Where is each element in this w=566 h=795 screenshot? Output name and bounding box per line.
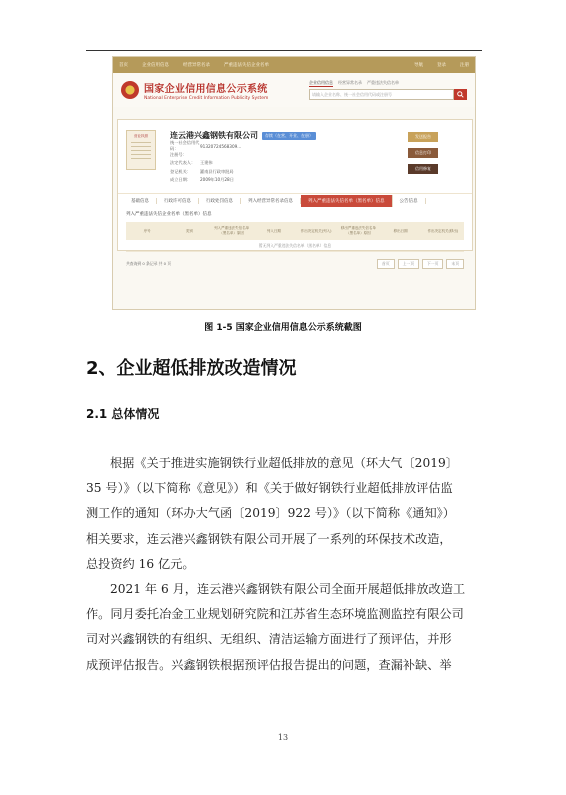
tab-announcements[interactable]: 公告信息 xyxy=(393,198,426,204)
table-header xyxy=(126,222,464,240)
paragraph-line: 35 号）》（以下简称《意见》）和《关于做好钢铁行业超低排放评估监 xyxy=(86,481,453,496)
company-card xyxy=(117,119,473,266)
subsection-heading: 2.1 总体情况 xyxy=(86,407,160,421)
embedded-screenshot xyxy=(112,56,476,310)
info-row: 注册号： xyxy=(170,151,187,157)
brand-subtitle: National Enterprise Credit Information Publicity System xyxy=(144,95,269,101)
column-header: 序号 xyxy=(143,228,151,233)
national-emblem-icon xyxy=(121,81,139,99)
company-name: 连云港兴鑫钢铁有限公司 xyxy=(170,131,258,140)
credit-repair-button[interactable]: 信用修复 xyxy=(408,164,438,174)
nav-item-login[interactable]: 登录 xyxy=(437,63,446,68)
pagination xyxy=(118,254,472,274)
section-title: 列入严重违法失信企业名单（黑名单）信息 xyxy=(126,212,212,217)
search-tab-credit[interactable]: 企业信用信息 xyxy=(309,80,333,85)
company-info xyxy=(170,142,241,185)
status-badge: 存续（在营、开业、在册） xyxy=(262,132,316,140)
tab-abnormal-list[interactable]: 列入经营异常名录信息 xyxy=(241,198,301,204)
empty-state: 暂无列入严重违法失信名单（黑名单）信息 xyxy=(126,240,464,252)
figure-caption: 图 1-5 国家企业信用信息公示系统截图 xyxy=(204,323,362,333)
search-tab-abnormal[interactable]: 经营异常名录 xyxy=(338,80,362,85)
nav-item-credit[interactable]: 企业信用信息 xyxy=(142,63,169,68)
pager-last-button[interactable]: 末页 xyxy=(446,259,464,269)
tab-basic-info[interactable]: 基础信息 xyxy=(124,198,157,204)
paragraph-2 xyxy=(86,577,482,678)
site-navbar xyxy=(113,57,475,73)
pager-prev-button[interactable]: 上一页 xyxy=(398,259,419,269)
section-heading: 2、企业超低排放改造情况 xyxy=(86,358,297,379)
column-header: 类别 xyxy=(185,228,193,233)
info-row: 成立日期： 2009年10月28日 xyxy=(170,177,234,183)
search-icon xyxy=(457,91,464,98)
column-header: 移出严重违法失信名单（黑名单）原因 xyxy=(340,226,376,235)
nav-item-abnormal[interactable]: 经营异常名录 xyxy=(183,63,210,68)
column-header: 列入日期 xyxy=(266,228,281,233)
send-report-button[interactable]: 发送报告 xyxy=(408,132,438,142)
tab-penalties[interactable]: 行政处罚信息 xyxy=(199,198,241,204)
blacklist-table xyxy=(126,222,464,252)
search-box xyxy=(309,80,467,100)
column-header: 作出决定机关(移出) xyxy=(427,228,459,233)
column-header: 作出决定机关(列入) xyxy=(300,228,332,233)
business-license-thumbnail[interactable] xyxy=(126,130,156,170)
column-header: 移出日期 xyxy=(393,228,408,233)
nav-item-guide[interactable]: 导航 xyxy=(414,63,423,68)
nav-item-register[interactable]: 注册 xyxy=(460,63,469,68)
paragraph-line: 2021 年 6 月，连云港兴鑫钢铁有限公司全面开展超低排放改造工 xyxy=(110,582,466,596)
paragraph-line: 总投资约 16 亿元。 xyxy=(86,556,195,571)
nav-item-blacklist[interactable]: 严重违法失信企业名单 xyxy=(224,63,269,68)
pager-first-button[interactable]: 首页 xyxy=(377,259,395,269)
paragraph-line: 成预评估报告。兴鑫钢铁根据预评估报告提出的问题，查漏补缺、举 xyxy=(86,657,452,672)
page-number: 13 xyxy=(277,733,289,742)
column-header: 列入严重违法失信名单（黑名单）原因 xyxy=(214,226,250,235)
paragraph-line: 相关要求，连云港兴鑫钢铁有限公司开展了一系列的环保技术改造， xyxy=(86,531,452,546)
info-tabs xyxy=(118,194,472,208)
tab-permits[interactable]: 行政许可信息 xyxy=(157,198,199,204)
info-row: 统一社会信用代码： 91320724568309... xyxy=(170,140,242,152)
tab-blacklist[interactable]: 列入严重违法失信名单（黑名单）信息 xyxy=(301,195,393,207)
license-heading: 营业执照 xyxy=(134,134,148,138)
search-input[interactable]: 请输入企业名称、统一社会信用代码或注册号 xyxy=(309,89,454,100)
paragraph-line: 根据《关于推进实施钢铁行业超低排放的意见（环大气〔2019〕 xyxy=(110,456,458,470)
header-rule xyxy=(86,50,482,51)
print-info-button[interactable]: 信息打印 xyxy=(408,148,438,158)
site-brand xyxy=(113,73,475,107)
pager-next-button[interactable]: 下一页 xyxy=(422,259,443,269)
paragraph-line: 测工作的通知（环办大气函〔2019〕922 号）》（以下简称《通知》） xyxy=(86,506,455,521)
paragraph-line: 司对兴鑫钢铁的有组织、无组织、清洁运输方面进行了预评估，并形 xyxy=(86,632,452,647)
info-row: 登记机关： 灌南县行政审批局 xyxy=(170,168,234,174)
brand-title: 国家企业信用信息公示系统 xyxy=(144,83,268,95)
nav-item-home[interactable]: 首页 xyxy=(119,63,128,68)
search-tab-blacklist[interactable]: 严重违法失信名单 xyxy=(367,80,399,85)
search-button[interactable] xyxy=(454,89,467,100)
info-row: 法定代表人： 王建伟 xyxy=(170,160,213,166)
paragraph-line: 作。同月委托冶金工业规划研究院和江苏省生态环境监测监控有限公司 xyxy=(86,607,464,622)
paragraph-1 xyxy=(86,451,482,577)
pager-summary: 共查询到 0 条记录 共 0 页 xyxy=(126,261,172,266)
